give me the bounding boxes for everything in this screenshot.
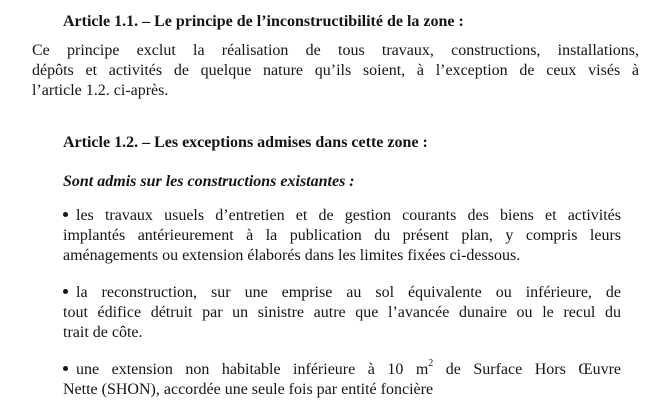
article-1-1-heading: Article 1.1. – Le principe de l’inconstructibilité de la zone : [63, 13, 464, 30]
bullet-text: les travaux usuels d’entretien et de gestion courants des biens et activités [76, 207, 621, 224]
bullet-line: implantés antérieurement à la publication du présent plan, y compris leurs [63, 227, 621, 244]
bullet-item-maintenance [63, 206, 621, 266]
bullet-text-before: une extension non habitable inférieure à 10 m [76, 361, 429, 378]
bullet-line [63, 357, 621, 380]
article-1-2-heading: Article 1.2. – Les exceptions admises dans cette zone : [63, 134, 428, 151]
article-1-1-paragraph [32, 41, 639, 101]
bullet-icon [63, 289, 68, 294]
paragraph-line: l’article 1.2. ci-après. [32, 82, 169, 99]
bullet-line: tout édifice détruit par un sinistre autre que l’avancée dunaire ou le recul du [63, 304, 621, 321]
bullet-line [63, 206, 621, 226]
superscript-two: 2 [428, 357, 434, 369]
bullet-line: Nette (SHON), accordée une seule fois par entité foncière [63, 381, 434, 398]
bullet-text: la reconstruction, sur une emprise au sol équivalente ou inférieure, de [76, 284, 621, 301]
paragraph-line: dépôts et activités de quelque nature qu’ils soient, à l’exception de ceux visés à [32, 62, 639, 79]
bullet-icon [63, 212, 68, 217]
bullet-line: trait de côte. [63, 324, 143, 341]
bullet-icon [63, 366, 68, 371]
bullet-text-after: de Surface Hors Œuvre [433, 361, 621, 378]
paragraph-line: Ce principe exclut la réalisation de tous travaux, constructions, installations, [32, 42, 639, 59]
bullet-item-reconstruction [63, 283, 621, 343]
bullet-line: aménagements ou extension élaborés dans les limites fixées ci-dessous. [63, 247, 521, 264]
exceptions-intro: Sont admis sur les constructions existantes : [63, 173, 355, 190]
bullet-line [63, 283, 621, 303]
bullet-item-extension [63, 357, 621, 400]
